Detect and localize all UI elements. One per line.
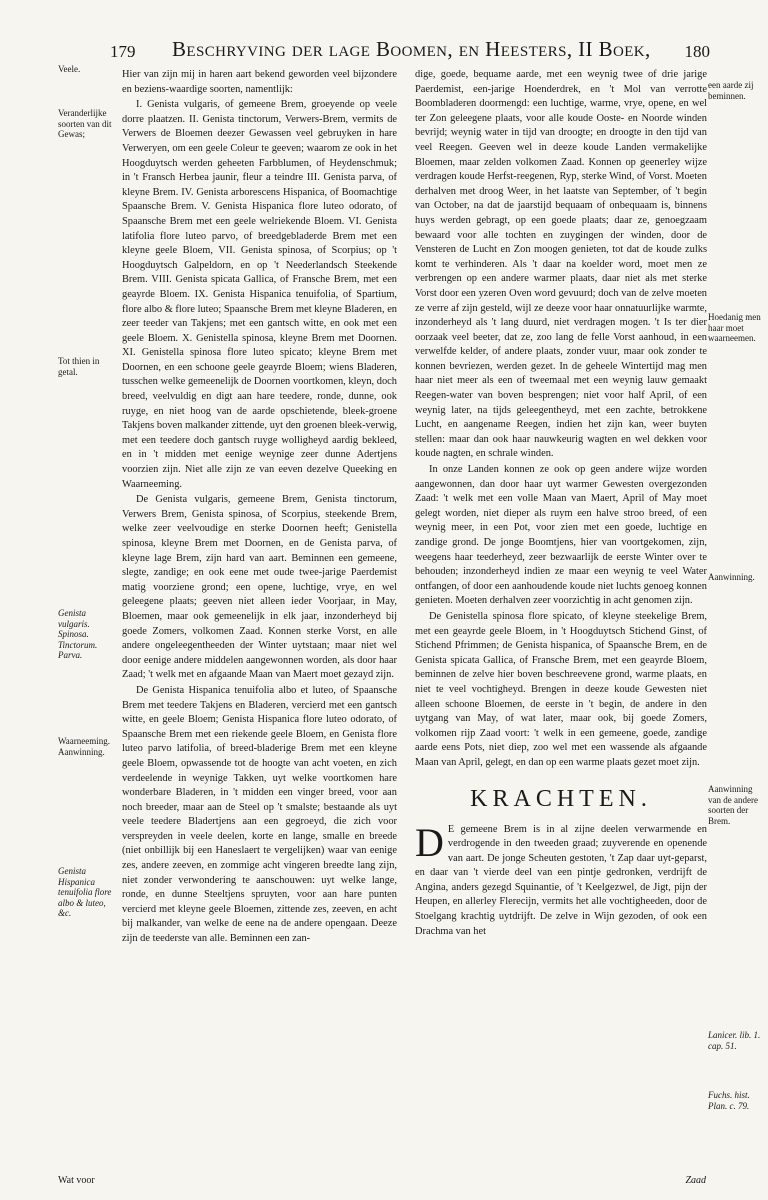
paragraph: I. Genista vulgaris, of gemeene Brem, groeyende op veele dorre plaatzen. II. Genista tinctorum, Verwers-Brem, vermits de Verwers de Bloemen deezer Gewassen veel gebruyken in hare Verweryen, om een geele Coleur te geeven; waarom ze ook in het Hoogduytsch werden geheeten Farbblumen, of Heydenschmuk; in 't Fransch Herbea jaunir, fleur a teindre III. Genista parva, of kleyne Brem. IV. Genista arborescens Hispanica, of Boomachtige Spaansche Brem. V. Genista Hispanica flore luteo odorato, of Spaansche Brem met een geele welriekende Bloem. VI. Genista latifolia flore luteo parvo, of breedgebladerde Brem met een kleyne geele Bloem, VII. Genista spinosa, of Scorpius; op 't Hoogduytsch Galpeldorn, en op 't Neederlandsch Steekende Brem. VIII. Genista spicata Gallica, of Fransche Brem, met een geayrde Bloem. IX. Genista Hispanica tenuifolia, of Spartium, flore albo & flore luteo; Spaansche Brem met kleyne Bladeren, en zeer teeder van Takjens; met een gantsch witte, en ook met een geele Bloem. X. Genistella spinosa, kleyne Brem met Doornen. XI. Genistella spinosa flore luteo spicato; kleyne Brem met Doornen, en een schoone geele geayrde Bloem; wiens Bladeren, tusschen welke gemeenelijk de Doornen voortkomen, kleyn, doch breed, veelvuldig en digt aan hare teedere, ronde, dunne, ook ruyge, en niet hoog van de aarde opschietende, bleek-groene Takjens boven malkander zittende, uyt den groenen bleek-verwig, met een teedere doch gantsch ruyge wolligheyd aardig bekleed, en in 't midden met eenige weynige zeer dunne Adertjens voorzien zijn. Niet alle zijn ze van eeven dezelve Queeking en Waarneeming. [122,99,397,490]
margin-note-waarneeming: Waarneeming. Aanwinning. [58,736,111,757]
catchword-right: Zaad [685,1175,706,1186]
margin-note-genista-hispanica: Genista Hispanica tenuifolia flore albo & luteo, &c. [58,866,112,918]
paragraph: Hier van zijn mij in haren aart bekend geworden veel bijzondere en beziens-waardige soorten, namentlijk: [122,69,397,95]
drop-cap: D [415,819,444,865]
margin-note-aanwinning-andere: Aanwinning van de andere soorten der Brem. [708,784,758,826]
margin-note-genista-list: Genista vulgaris. Spinosa. Tinctorum. Parva. [58,608,98,660]
margin-note-veele: Veele. [58,64,81,74]
margin-note-hoedanig: Hoedanig men haar moet waarneemen. [708,312,761,343]
paragraph: De Genista Hispanica tenuifolia albo et luteo, of Spaansche Brem met teedere Takjens en Bladeren, vercierd met een gantsch witte, en geele Bloem; Genista Hispanica flore luteo odorato, of Spaansche Brem met een riekende geele Bloem, en Genista flore luteo parvo latifolia, of breed-bladerige Brem met een kleyne geele Bloem, opwassende tot de hoogte van acht voeten, en zich verdeelende in weynige Takken, uyt welke voortkomen hare wonderbare Bladeren, in 't midden een vinger breed, voor aan noch breeder, maar aan de Steel op 't smalste; bestaande als uyt veele teedere Bladertjens aan een gegroeyd, die zich voor verspreyden in veele deelen, korte en lange, smalle en breede (niet onbillijk bij een Haneslaert te vergelijken) waar van eenige zes, andere zeeven, en zommige acht vingeren breedte lang zijn, niet zonder verwondering te aanschouwen: uyt welke lange, ronde, en dunne Steeltjens spruyten, voor aan hare punten vercierd met kleyne geele Bloemen, zittende zes, zeeven, en acht bij malkander, van welke de eene na de andere opengaan. Deeze zijn de teederste van alle. Beminnen een zan- [122,684,397,945]
right-column [415,68,707,1148]
margin-note-veranderlijke: Veranderlijke soorten van dit Gewas; [58,108,112,139]
margin-note-fuchs: Fuchs. hist. Plan. c. 79. [708,1090,750,1111]
catchword-left: Wat voor [58,1175,95,1186]
krachten-paragraph [415,819,707,940]
krachten-text: E gemeene Brem is in al zijne deelen verwarmende en verdrogende in den tweeden graad; zuyverende en openende van aart. De jonge Scheuten gestoten, 't Zap daar uyt-geparst, en daar van 't vierde deel van een pintje gedronken, verdrijft de Angina, anders gezegd Squinantie, of 't Keelgezwel, de Jigt, pijn der Heupen, en allerley Flerecijn, vermits het alle vochtigheeden, door de Stoelgang krachtig uytdrijft. De zelve in Wijn gezoden, of ook een Drachma van het [415,823,707,937]
margin-note-tot-thien: Tot thien in getal. [58,356,100,377]
left-column [122,68,397,1148]
margin-note-een-aarde: een aarde zij beminnen. [708,80,754,101]
running-title: Beschryving der lage Boomen, en Heesters, II Boek, [172,37,651,61]
section-heading-krachten: KRACHTEN. [470,785,652,812]
margin-note-aanwinning: Aanwinning. [708,572,755,582]
paragraph: In onze Landen konnen ze ook op geen andere wijze worden aangewonnen, dan door haar uyt warmer Gewesten overgezonden Zaad: 't welk met een volle Maan van Maert, April of May moet gelegt worden, niet dieper als ruym een halve stroo breed, of een weynig meer, in een Pot, voor zien met een goede, luchtige en zandige grond. De jonge Boomtjens, hier van voortgekomen, zijn, weegens haar teederheyd, zeer bezwaarlijk de eerste Winter over te behouden; inzonderheyd indien ze maar een weynig te veel Water ontfangen, of door een aanhoudende koude niet luchts genoeg konnen genieten. Moeten derhalven zeer voorzichtig in acht genomen zijn. [415,464,707,607]
page-number-right: 180 [684,42,710,61]
paragraph: De Genistella spinosa flore spicato, of kleyne steekelige Brem, met een geayrde geele Bloem, in 't Hoogduytsch Stichend Ginst, of Stichend Pfrimmen; de Genista hispanica, of Spaansche Brem, en de Genista spicata Gallica, of Fransche Brem, met een geayrde Bloem, beminnen de zelve hier boven beschreevene grond, warme plaats, en niet te veel vochtigheyd. Brengen in deeze koude Gewesten niet alleen schoone Bloemen, de eerste in 't begin, de andere in den uytgang van May, of wat later, maar ook, bij goede Zomers, volkomen rijp Zaad voort: 't welk in een gemeene, goede, zandige aarde eens Pots, niet diep, zoo wel met een wassende als afgaande Maan van April, gelegt, en dan op een warme plaats gezet moet zijn. [415,610,707,768]
margin-note-lanicer: Lanicer. lib. 1. cap. 51. [708,1030,761,1051]
paragraph: De Genista vulgaris, gemeene Brem, Genista tinctorum, Verwers Brem, Genista spinosa, of Scorpius, steekende Brem, welke zeer veelvoudige en sterke Doornen heeft; Genistella spinosa, kleyne Brem met Doornen, en de Genista parva, of kleyne lage Brem, zijn hard van aart. Beminnen een gemeene, slegte, zandige; en ook eene met oude twee-jarige Paerdemist matig voorziene grond; een opene, luchtige, vrye, en wel geleegene plaats; geeven niet alleen ieder Voorjaar, in May, Bloemen, maar ook gemeenelijk in elk jaar, inzonderheyd bij goede Zomers, volkomen Zaad. Konnen sterke Vorst, en alle andere ongeleegentheeden der Winter uytstaan; maar niet wel door eenige andere middelen aangewonnen worden, als door haar Zaad; 't welk met en afgaande Maan van Maert moet gezayd zijn. [122,494,397,681]
paragraph: dige, goede, bequame aarde, met een weynig twee of drie jarige Paerdemist, een-jarige Hoenderdrek, en 't Mol van verrotte Boombladeren doormengd: een luchtige, warme, vrye, opene, en wel ter Zon geleegene plaats, voor alle koude Ooste- en Noorde winden bevrijd; weynig water in tijd van droogte; en droogte in den tijd van veel Reegen. Geeven wel in deeze koude Landen vermakelijke Bloemen, maar zelden volkomen Zaad. Konnen op geenerley wijze verdragen koude Herfst-reegenen, Ryp, sterke Wind, of Vorst. Moeten derhalven met droog Weer, in het laatste van September, of 't begin van October, na dat de jaarstijd bequaam of onbequaam is, binnens huys werden gebragt, op een goede plaats; daar ze, genoegzaam bewaard voor alle tochten en zuygingen der winden, door de Vensteren de Lucht en Zon moogen genieten, tot dat de koude zulks komt te verhinderen. Als 't daar na koelder word, moet men ze verbrengen op een andere warmer plaats, daar niet als met sterke Vorst door een yzeren Oven word gevuurd; doch van de zelve moeten ze verre af zijn gesteld, wijl ze deeze voor haar onnatuurlijke warmte, inzonderheyd als 't lang duurd, niet verdragen mogen. 't Is ter dier oorzaak veel beeter, dat ze, zoo lang de felle Vorst aanhoud, in een verwelfde kelder, of andere plaats, zonder vuur, maar ook zonder te konnen bevriezen, werden gezet. In de geheele Wintertijd mag men haar niet meer als een of tweemaal met een weynig lauw gemaakt Reegen-water van boven besprengen; niet voor half April, of een weynig later, na tijds geleegentheyd, met een zachte, betrokkene Lucht, en aangename Reegen, indien het zijn kan, weer buyten stellen: maar dan ook haar nauwkeurig wagten en wel dekken voor koude nagten, en schrale winden. [415,69,707,460]
page-number-left: 179 [110,42,136,61]
